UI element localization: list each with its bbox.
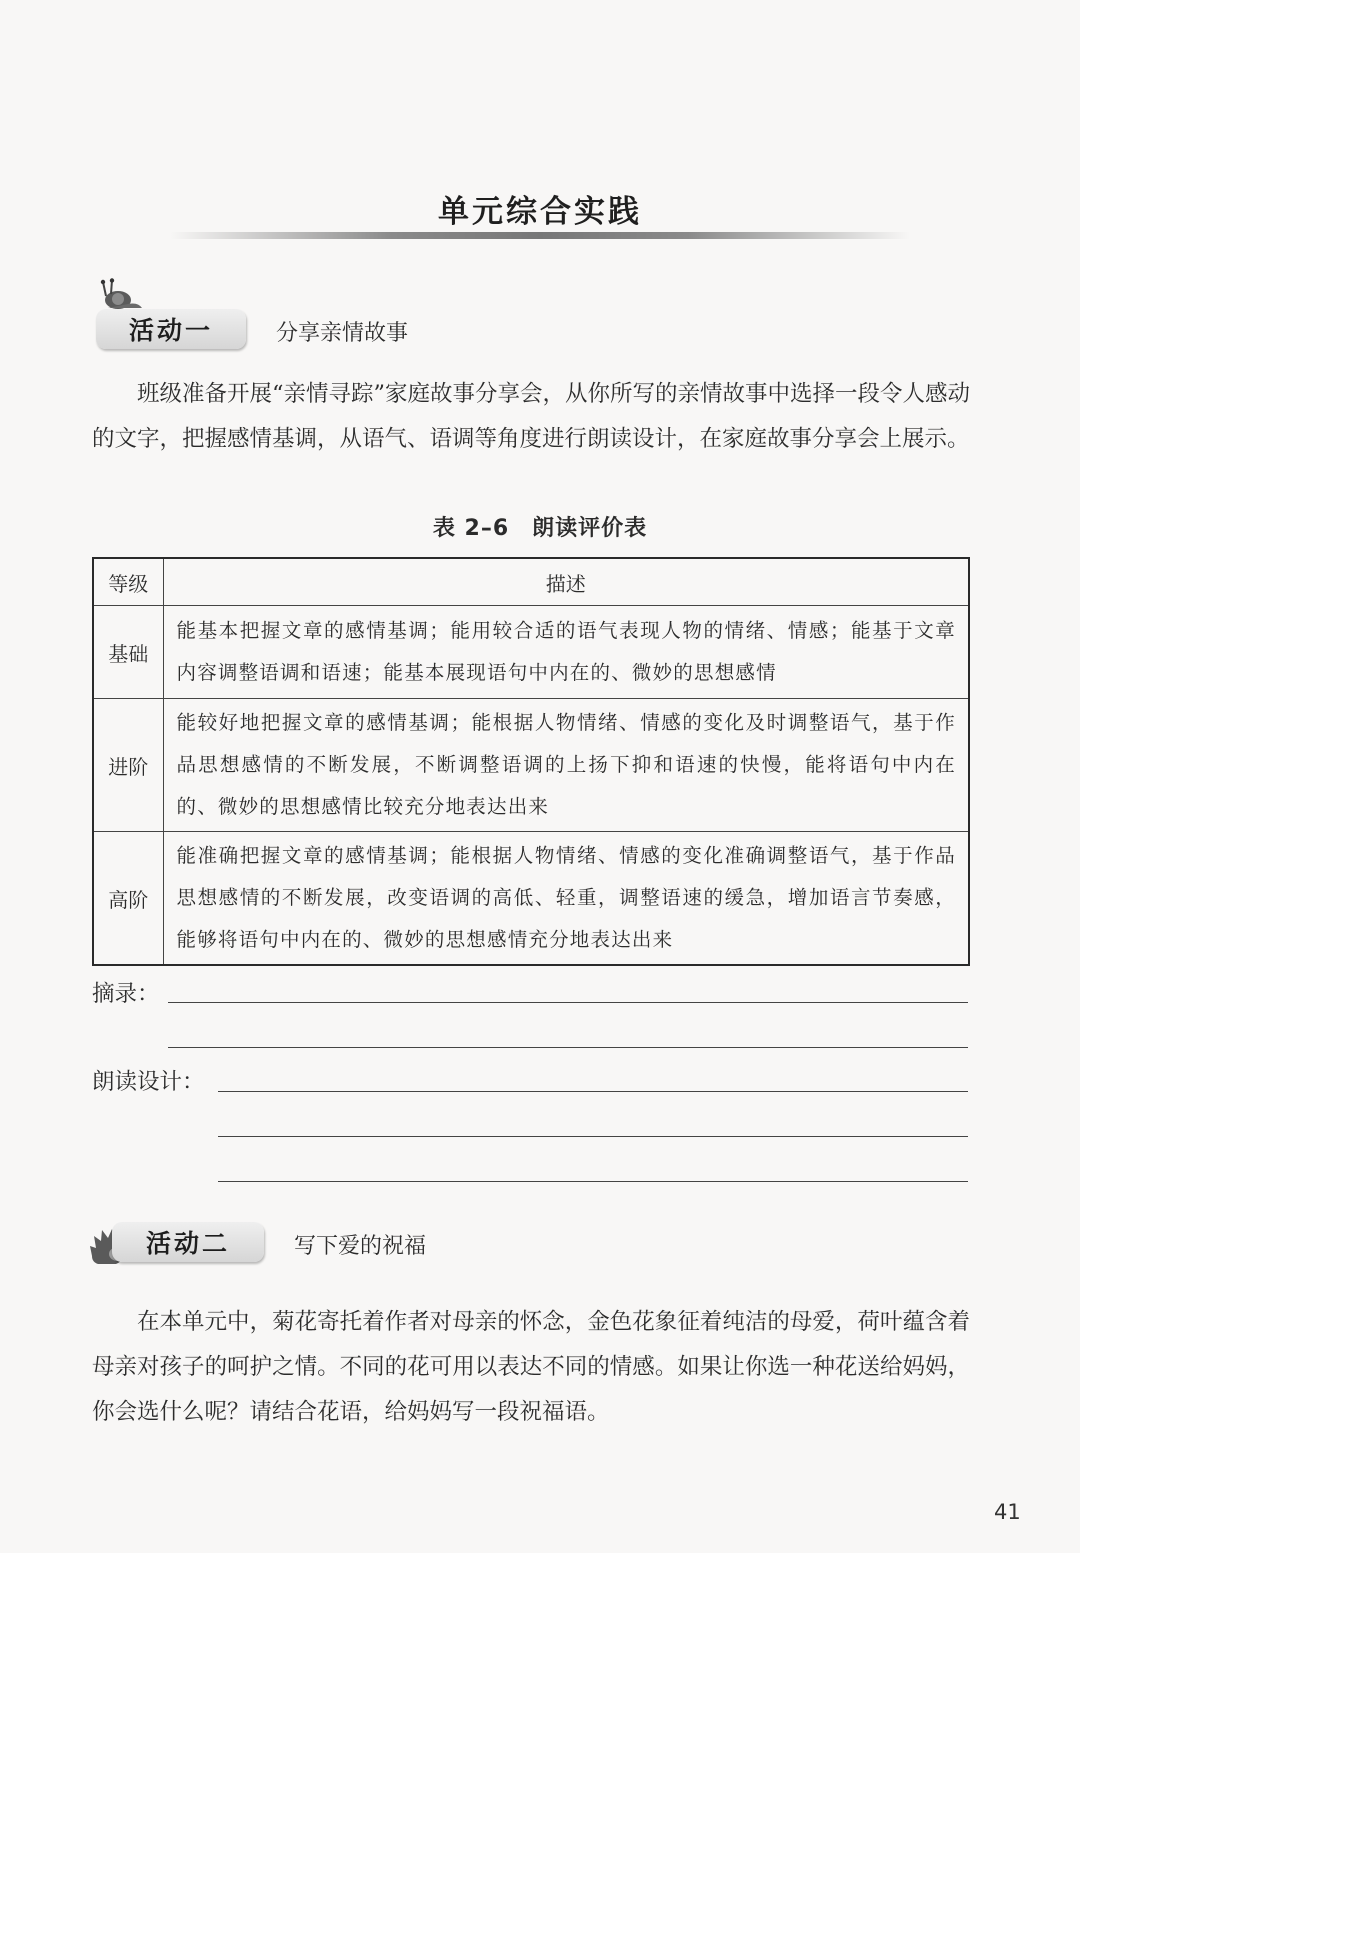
activity1-paragraph: 班级准备开展“亲情寻踪”家庭故事分享会，从你所写的亲情故事中选择一段令人感动的文字，把握感情基调，从语气、语调等角度进行朗读设计，在家庭故事分享会上展示。 (92, 381, 971, 452)
reading-design-label: 朗读设计： (92, 1069, 205, 1095)
design-answer-line[interactable] (218, 1181, 968, 1182)
table-row (93, 699, 969, 832)
title-divider (170, 232, 910, 239)
table-header-row (93, 558, 969, 606)
excerpt-label: 摘录： (92, 981, 160, 1007)
header-level: 等级 (93, 558, 163, 606)
page-number: 41 (994, 1500, 1021, 1524)
activity2-badge: 活动二 (112, 1222, 264, 1262)
activity2-paragraph: 在本单元中，菊花寄托着作者对母亲的怀念，金色花象征着纯洁的母爱，荷叶蕴含着母亲对孩子的呵护之情。不同的花可用以表达不同的情感。如果让你选一种花送给妈妈，你会选什么呢？请结合花语，给妈妈写一段祝福语。 (92, 1309, 970, 1425)
level-cell: 进阶 (93, 699, 163, 832)
level-cell: 高阶 (93, 832, 163, 966)
activity1-badge: 活动一 (96, 309, 246, 349)
description-cell: 能基本把握文章的感情基调；能用较合适的语气表现人物的情绪、情感；能基于文章内容调整语调和语速；能基本展现语句中内在的、微妙的思想感情 (163, 606, 969, 699)
table-row (93, 606, 969, 699)
level-cell: 基础 (93, 606, 163, 699)
evaluation-table (92, 557, 970, 966)
table-row (93, 832, 969, 966)
description-cell: 能准确把握文章的感情基调；能根据人物情绪、情感的变化准确调整语气，基于作品思想感情的不断发展，改变语调的高低、轻重，调整语速的缓急，增加语言节奏感，能够将语句中内在的、微妙的思想感情充分地表达出来 (163, 832, 969, 966)
table-caption: 表 2–6 朗读评价表 (432, 516, 648, 541)
page-title: 单元综合实践 (438, 194, 642, 230)
design-answer-line[interactable] (218, 1136, 968, 1137)
activity2-subtitle: 写下爱的祝福 (294, 1234, 427, 1259)
excerpt-answer-line[interactable] (168, 1002, 968, 1003)
activity1-subtitle: 分享亲情故事 (276, 321, 409, 346)
header-description: 描述 (163, 558, 969, 606)
description-cell: 能较好地把握文章的感情基调；能根据人物情绪、情感的变化及时调整语气，基于作品思想感情的不断发展，不断调整语调的上扬下抑和语速的快慢，能将语句中内在的、微妙的思想感情比较充分地表达出来 (163, 699, 969, 832)
excerpt-answer-line[interactable] (168, 1047, 968, 1048)
design-answer-line[interactable] (218, 1091, 968, 1092)
